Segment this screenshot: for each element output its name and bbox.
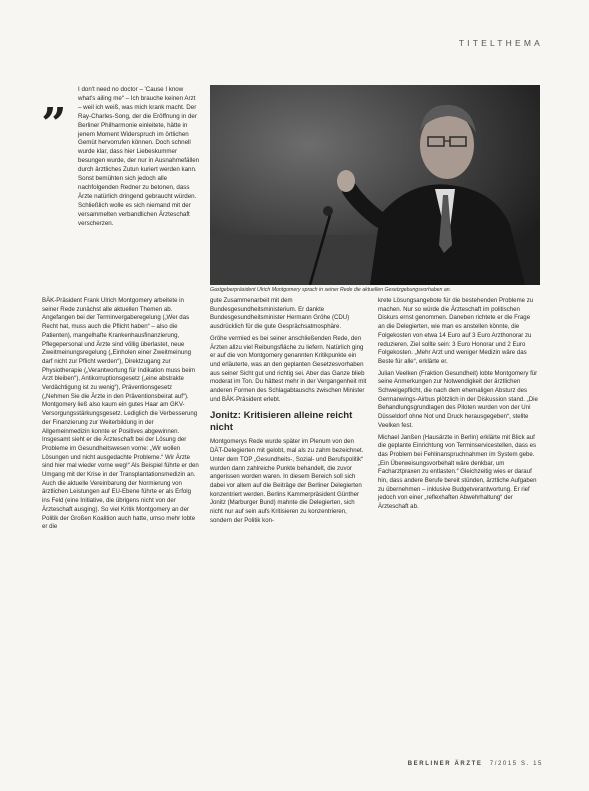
article-paragraph: krete Lösungsangebote für die bestehenden Probleme zu machen. Nur so würde die Ärzteschaft im politischen Diskurs ernst genommen. Daneben richtete er die Frage an die Delegierten, wie man es anstellen könnte, die Folgekosten von etwa 14 Euro auf 3 Euro Arzthonorar zu reduzieren. Ziel sollte sein: 3 Euro Honorar und 2 Euro Folgekosten. „Mehr Arzt und weniger Medizin wäre das Beste für alle“, erklärte er. xyxy=(378,297,534,365)
article-paragraph: Michael Janßen (Hausärzte in Berlin) erklärte mit Blick auf die geplante Einrichtung von Terminservicestellen, dass es das Problem bei Fehlinanspruchnahmen im System gebe. „Ein Überweisungsvorbehalt wäre denkbar, um Facharztpraxen zu entlasten.“ Gleichzeitig wies er darauf hin, dass andere Berufe bereit stünden, ärztliche Aufgaben zu übernehmen – inklusive Budgetverantwortung. Er rief jedoch von einer „reflexhaften Abwehrhaltung“ der Ärzteschaft ab. xyxy=(378,433,537,511)
article-paragraph: Gröhe vermied es bei seiner anschließenden Rede, den Ärzten allzu viel Reibungsfläche zu liefern. Natürlich ging er auf die von Montgomery genannten Kritikpunkte ein und erläuterte, was an den geplanten Gesetzesvorhaben aus seiner Sicht gut und richtig sei. Aber das Ganze blieb moderat im Ton. Du hättest mehr in der Vergangenheit mit anderen Formen des Schlagabtauschs zwischen Minister und BÄK-Präsident erlebt. xyxy=(210,334,367,403)
magazine-name: BERLINER ÄRZTE xyxy=(407,761,483,767)
photo-caption: Gastgeberpräsident Ulrich Montgomery sprach in seiner Rede die aktuellen Gesetzgebungsvorhaben an. xyxy=(210,287,452,293)
section-label: TITELTHEMA xyxy=(458,38,543,48)
article-subheading: Jonitz: Kritisieren alleine reicht nicht xyxy=(210,410,353,433)
article-paragraph: Julian Veelken (Fraktion Gesundheit) lobte Montgomery für seine Anmerkungen zur Notwendigkeit der ärztlichen Schweigepflicht, die nach dem ehemaligen Absturz des Germanwings-Airbus plötzlich in der Diskussion stand. „Die Behandlungsgrundlagen des Piloten wurden von der Uni Düsseldorf ohne Not und Druck herausgegeben“, stellte Veelken fest. xyxy=(378,369,538,429)
speaker-photo xyxy=(210,85,540,285)
quote-mark-icon: „ xyxy=(42,74,68,125)
issue-page: 7/2015 S. 15 xyxy=(489,761,543,767)
article-column-1 xyxy=(42,297,200,535)
intro-text xyxy=(78,86,200,232)
article-paragraph: gute Zusammenarbeit mit dem Bundesgesundheitsministerium. Er dankte Bundesgesundheitsminister Hermann Gröhe (CDU) ausdrücklich für die gute Gesprächsatmosphäre. xyxy=(210,297,350,331)
article-paragraph: BÄK-Präsident Frank Ulrich Montgomery arbeitete in seiner Rede zunächst alle aktuellen Themen ab. Angefangen bei der Terminvergaberegelung („Wer das Recht hat, muss auch die Pflicht haben“ – also die Patienten), mangelhafte Krankenhausfinanzierung, Pflegepersonal und Ärzte sind völlig überlastet, neue Zweitmeinungsregelung („Einholen einer Zweitmeinung darf nicht zur Pflicht werden“), Direktzugang zur Physiotherapie („Verantwortung für Indikation muss beim Arzt bleiben“), Antikorruptionsgesetz („eine abstrakte Verdächtigung ist zu wenig“), Präventionsgesetz („Nehmen Sie die Ärzte in den Präventionsbeirat auf“). Montgomery ließ also kaum ein gutes Haar am GKV-Versorgungsstärkungsgesetz. Lediglich die Verbesserung der Finanzierung zur Weiterbildung in der Allgemeinmedizin konnte er Positives abgewinnen. Insgesamt sieht er die Ärzteschaft bei der Lösung der Probleme im Gesundheitswesen vorne: „Wir wollen Lösungen und nicht ausgedachte Probleme.“ Wir Ärzte sind hier mal wieder vorne weg!“ Als Beispiel führte er den Umgang mit der Krise in der Transplantationsmedizin an. Auch die aktuelle Vereinbarung der Normierung von ärztlichen Leistungen auf EU-Ebene führte er als Erfolg ins Feld (eine Initiative, die übrigens nicht von der Ärzteschaft ausging). So viel Kritik Montgomery an der Politik der Großen Koalition auch hatte, umso mehr lobte er die xyxy=(42,297,199,531)
page-footer xyxy=(408,761,543,767)
intro-paragraph: I don't need no doctor – 'Cause I know what's ailing me“ – Ich brauche keinen Arzt – weil ich weiß, was mich krank macht. Der Ray-Charles-Song, der die Eröffnung in der Berliner Philharmonie einleitete, hätte in jenem Moment Widerspruch im örtlichen Gemüt hervorrufen können. Doch schnell wurde klar, dass hier Liebeskummer besungen wurde, der nur in Ausnahmefällen durch ärztliches Zutun kuriert werden kann. Sonst bemühten sich jedoch alle nachfolgenden Redner zu betonen, dass Ärzte natürlich dringend gebraucht würden. Schließlich wolle es sich niemand mit der versammelten verbandlichen Ärzteschaft verscherzen. xyxy=(78,86,200,227)
article-paragraph: Montgomerys Rede wurde später im Plenum von den DÄT-Delegierten mit gelobt, mal als zu zahm bezeichnet. Unter dem TOP „Gesundheits-, Sozial- und Berufspolitik“ wurden dann zahlreiche Punkte behandelt, die zuvor angerissen worden waren. In diesem Bereich soll sich dabei vor allem auf die Beiträge der Berliner Delegierten konzentriert werden. Berlins Kammerpräsident Günther Jonitz (Marburger Bund) mahnte die Delegierten, sich nicht nur auf sein aufs Kritisieren zu konzentrieren, sondern der Politik kon- xyxy=(210,438,364,524)
article-column-3 xyxy=(378,297,538,515)
article-column-2 xyxy=(210,297,368,528)
